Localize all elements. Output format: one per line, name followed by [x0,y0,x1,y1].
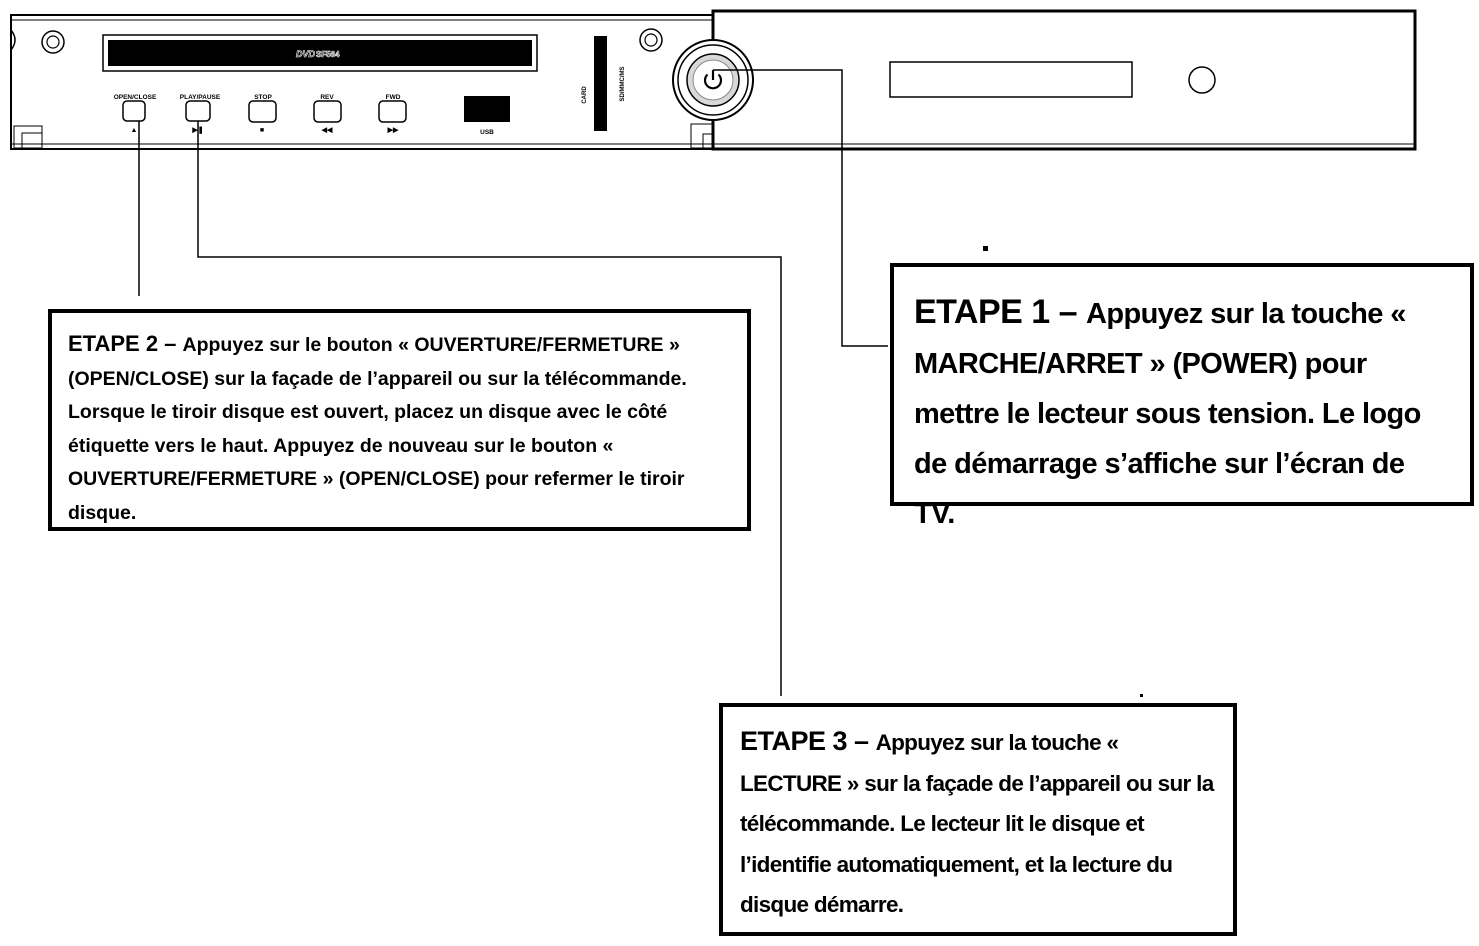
disc-tray [103,35,537,71]
svg-text:FWD: FWD [385,94,401,101]
svg-text:STOP: STOP [254,94,272,101]
step1-heading: ETAPE 1 [914,293,1050,331]
svg-text:SD/MMC/MS: SD/MMC/MS [620,66,626,102]
step3-heading: ETAPE 3 [740,726,848,756]
step2-heading: ETAPE 2 [68,331,159,356]
svg-text:▶▶: ▶▶ [387,127,399,134]
svg-text:◀◀: ◀◀ [321,127,333,134]
step2-text: Appuyez sur le bouton « OUVERTURE/FERMETURE » (OPEN/CLOSE) sur la façade de l’appareil ou sur la télécommande. Lorsque le tiroir disque est ouvert, placez un disque avec le côté étiquette vers le haut. Appuyez de nouveau sur le bouton « OUVERTURE/FERMETURE » (OPEN/CLOSE) pour refermer le tiroir disque. [68,334,687,524]
svg-text:USB: USB [480,129,494,136]
step2-callout: ETAPE 2 – Appuyez sur le bouton « OUVERTURE/FERMETURE » (OPEN/CLOSE) sur la façade de l’appareil ou sur la télécommande. Lorsque le tiroir disque est ouvert, placez un disque avec le côté étiquette vers le haut. Appuyez de nouveau sur le bouton « OUVERTURE/FERMETURE » (OPEN/CLOSE) pour refermer le tiroir disque. [48,309,751,531]
svg-text:REV: REV [320,94,334,101]
step1-callout: ETAPE 1 – Appuyez sur la touche « MARCHE/ARRET » (POWER) pour mettre le lecteur sous tension. Le logo de démarrage s’affiche sur l’écran de TV. [890,263,1474,506]
front-display-window [890,62,1132,97]
svg-text:PLAY/PAUSE: PLAY/PAUSE [179,94,221,101]
display-model: SF564 [316,50,340,59]
display-logo: DVD [296,49,316,59]
step3-text: Appuyez sur la touche « LECTURE » sur la façade de l’appareil ou sur la télécommande. Le lecteur lit le disque et l’identifie automatiquement, et la lecture du disque démarre. [740,730,1214,917]
svg-text:OPEN/CLOSE: OPEN/CLOSE [113,94,157,101]
svg-text:▲: ▲ [130,127,138,134]
svg-text:▶❚: ▶❚ [192,127,204,134]
svg-text:■: ■ [259,127,265,134]
power-button[interactable] [673,40,753,120]
screw-middle-icon [640,29,662,51]
step1-text: Appuyez sur la touche « MARCHE/ARRET » (POWER) pour mettre le lecteur sous tension. Le logo de démarrage s’affiche sur l’écran de TV. [914,298,1421,530]
ir-sensor-icon [1189,67,1215,93]
step3-callout: ETAPE 3 – Appuyez sur la touche « LECTURE » sur la façade de l’appareil ou sur la télécommande. Le lecteur lit le disque et l’identifie automatiquement, et la lecture du disque démarre. [719,703,1237,936]
stray-mark [983,246,988,251]
stray-mark [1140,694,1143,697]
screw-left-icon [42,31,64,53]
svg-text:CARD: CARD [582,86,588,104]
